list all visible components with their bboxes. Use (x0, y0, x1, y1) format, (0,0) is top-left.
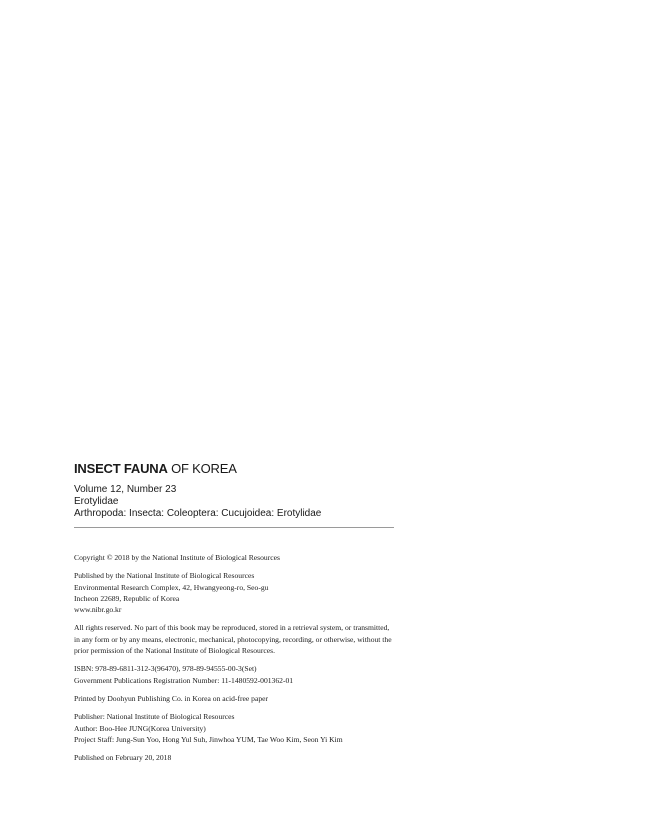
registration-line: Government Publications Registration Number: 11-1480592-001362-01 (74, 675, 294, 685)
isbn-info (74, 663, 414, 686)
publication-date-line: Published on February 20, 2018 (74, 753, 172, 763)
imprint (74, 552, 414, 763)
volume-number: Volume 12, Number 23 (74, 484, 177, 495)
colophon-block (74, 461, 414, 770)
family-name: Erotylidae (74, 496, 119, 507)
publication-date (74, 752, 414, 763)
printer-line: Printed by Doohyun Publishing Co. in Korea on acid-free paper (74, 693, 269, 703)
publisher-line: Published by the National Institute of Biological Resources (74, 571, 255, 581)
city-line: Incheon 22689, Republic of Korea (74, 593, 180, 603)
divider-rule (74, 527, 394, 528)
copyright-notice (74, 552, 414, 563)
publisher-address (74, 570, 414, 615)
rights-line: in any form or by any means, electronic, mechanical, photocopying, recording, or otherwise, without the (74, 634, 392, 644)
copyright-line: Copyright © 2018 by the National Institute of Biological Resources (74, 553, 280, 562)
author-credit: Author: Boo-Hee JUNG(Korea University) (74, 723, 206, 733)
rights-notice (74, 622, 414, 656)
rights-line: prior permission of the National Institute of Biological Resources. (74, 646, 275, 656)
printer-info (74, 693, 414, 704)
series-title (74, 461, 414, 477)
address-line: Environmental Research Complex, 42, Hwangyeong-ro, Seo-gu (74, 582, 269, 592)
website-line: www.nibr.go.kr (74, 605, 122, 615)
rights-line: All rights reserved. No part of this book may be reproduced, stored in a retrieval system, or transmitted, (74, 623, 390, 633)
credits (74, 711, 414, 745)
publisher-credit: Publisher: National Institute of Biological Resources (74, 712, 235, 722)
series-title-bold: INSECT FAUNA (74, 461, 168, 476)
staff-credit: Project Staff: Jung-Sun Yoo, Hong Yul Suh, Jinwhoa YUM, Tae Woo Kim, Seon Yi Kim (74, 734, 343, 744)
classification: Arthropoda: Insecta: Coleoptera: Cucujoidea: Erotylidae (74, 508, 322, 519)
series-title-rest: OF KOREA (167, 461, 237, 476)
isbn-line: ISBN: 978-89-6811-312-3(96470), 978-89-94555-00-3(Set) (74, 664, 257, 674)
